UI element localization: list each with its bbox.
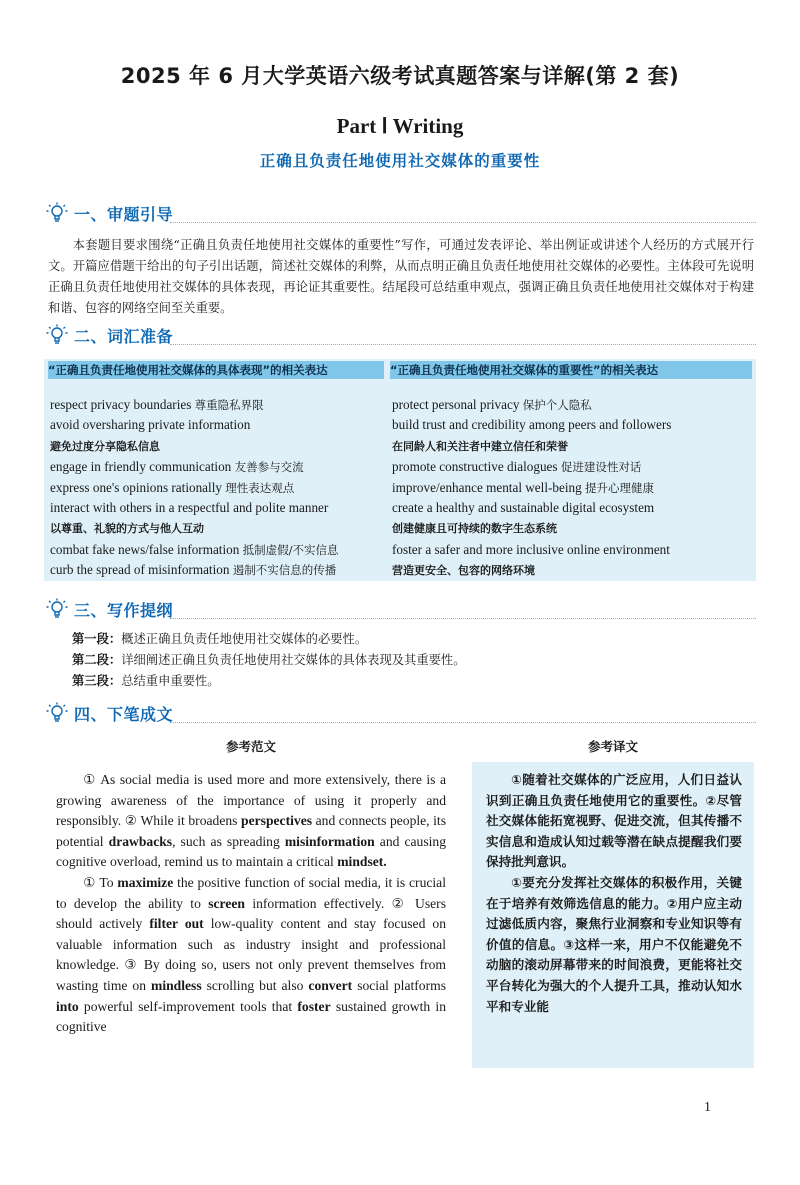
section-heading-guide [44, 200, 173, 226]
vocab-zh: 营造更安全、包容的网络环境 [392, 564, 535, 578]
vocab-en: avoid oversharing private information [50, 417, 251, 433]
essay-text: , such as spreading [172, 833, 285, 849]
document-title: 2025 年 6 月大学英语六级考试真题答案与详解(第 2 套) [120, 64, 680, 88]
key-word: maximize [117, 874, 174, 890]
vocab-zh: 提升心理健康 [584, 480, 654, 495]
essay-text: low-quality content and stay focused on valuable information such as industry insight and professional knowledge. ③ By doing so, users not only prevent themselves from wasting time on [56, 916, 447, 993]
vocab-item [50, 478, 339, 498]
vocab-item [392, 498, 671, 518]
outline-item [72, 629, 466, 650]
vocab-item [50, 540, 339, 560]
vocab-item [50, 395, 339, 415]
vocab-zh: 促进建设性对话 [560, 460, 642, 475]
essay-text: powerful self-improvement tools that [78, 998, 298, 1014]
vocab-zh: 在同龄人和关注者中建立信任和荣誉 [392, 439, 568, 453]
vocab-item [50, 436, 339, 457]
key-word: mindset. [337, 854, 387, 870]
section-divider [170, 722, 756, 723]
essay-heading: 参考范文 [225, 739, 276, 754]
section-divider [170, 344, 756, 345]
translation-paragraph: ①随着社交媒体的广泛应用，人们日益认识到正确且负责任地使用它的重要性。②尽管社交媒体能拓宽视野、促进交流，但其传播不实信息和造成认知过载等潜在缺点提醒我们要保持批判意识。 [486, 772, 742, 870]
vocab-en: foster a safer and more inclusive online environment [392, 541, 670, 557]
sample-essay [56, 770, 446, 1038]
vocab-header-left: “正确且负责任地使用社交媒体的具体表现”的相关表达 [48, 361, 384, 379]
essay-text: social platforms [352, 977, 446, 993]
vocab-en: express one's opinions rationally [50, 479, 222, 495]
outline-text: 详细阐述正确且负责任地使用社交媒体的具体表现及其重要性。 [121, 653, 466, 667]
essay-text: sustained growth in cognitive [56, 998, 446, 1035]
key-word: perspectives [241, 813, 313, 829]
outline-label: 第一段： [72, 632, 122, 646]
vocab-en: combat fake news/false information [50, 541, 240, 557]
vocab-en: promote constructive dialogues [392, 459, 558, 475]
vocab-en: create a healthy and sustainable digital ecosystem [392, 500, 655, 516]
vocab-list-right [392, 395, 671, 582]
vocab-en: respect privacy boundaries [50, 397, 192, 412]
outline-text: 总结重申重要性。 [121, 674, 220, 688]
key-word: filter out [149, 916, 204, 932]
vocab-en: improve/enhance mental well-being [392, 479, 582, 495]
guide-paragraph [48, 235, 754, 319]
vocab-item [392, 560, 671, 581]
outline-item [72, 671, 466, 692]
vocab-item [392, 457, 671, 477]
vocab-zh: 以尊重、礼貌的方式与他人互动 [50, 522, 204, 536]
topic-subtitle: 正确且负责任地使用社交媒体的重要性 [259, 152, 541, 170]
vocab-item [50, 518, 339, 539]
key-word: foster [297, 998, 331, 1014]
vocab-item [392, 518, 671, 539]
vocab-zh: 理性表达观点 [225, 480, 295, 495]
section-divider [170, 618, 756, 619]
vocab-item [392, 395, 671, 415]
translation-heading: 参考译文 [587, 739, 638, 754]
section-divider [170, 222, 756, 223]
vocab-item [392, 540, 671, 560]
essay-text: the positive function of social media, it is crucial to develop the ability to [56, 874, 446, 911]
essay-paragraph [56, 770, 446, 873]
vocab-zh: 遏制不实信息的传播 [232, 563, 337, 578]
vocab-zh: 创建健康且可持续的数字生态系统 [392, 522, 557, 536]
key-word: drawbacks [108, 833, 173, 849]
translation-text [486, 770, 742, 1017]
section-label: 四、下笔成文 [74, 704, 174, 724]
vocab-en: curb the spread of misinformation [50, 562, 230, 578]
page-number: 1 [704, 1100, 711, 1115]
vocab-zh: 友善参与交流 [234, 460, 304, 475]
vocab-en: interact with others in a respectful and polite manner [50, 500, 329, 516]
vocab-item [50, 498, 339, 518]
essay-text: scrolling but also [201, 977, 309, 993]
vocab-en: engage in friendly communication [50, 459, 232, 475]
vocab-zh: 保护个人隐私 [522, 398, 592, 412]
essay-text: ① As social media is used more and more extensively, there is a growing awareness of the importance of using it properly and responsibly. ② While it broadens [56, 772, 446, 829]
vocab-item [50, 415, 339, 435]
essay-text: ① To [83, 874, 118, 890]
part-title: Part Ⅰ Writing [336, 114, 464, 138]
section-heading-vocab [44, 322, 173, 348]
vocab-item [50, 457, 339, 477]
key-word: screen [208, 895, 245, 911]
vocab-item [50, 560, 339, 580]
outline-label: 第二段： [72, 653, 122, 667]
vocab-zh: 抵制虚假/不实信息 [242, 542, 339, 557]
section-heading-essay [44, 700, 173, 726]
lightbulb-icon [44, 700, 70, 726]
vocab-item [392, 415, 671, 435]
vocab-en: build trust and credibility among peers and followers [392, 417, 672, 433]
section-label: 二、词汇准备 [74, 326, 174, 346]
vocab-header-right: “正确且负责任地使用社交媒体的重要性”的相关表达 [390, 361, 752, 379]
key-word: mindless [151, 977, 202, 993]
vocab-item [392, 436, 671, 457]
section-label: 三、写作提纲 [74, 600, 174, 620]
translation-box [472, 762, 754, 1068]
essay-text: and connects people, its potential [56, 813, 446, 849]
section-label: 一、审题引导 [74, 204, 174, 224]
outline-text: 概述正确且负责任地使用社交媒体的必要性。 [121, 632, 368, 646]
vocab-box [44, 359, 756, 581]
lightbulb-icon [44, 596, 70, 622]
lightbulb-icon [44, 322, 70, 348]
lightbulb-icon [44, 200, 70, 226]
outline-label: 第三段： [72, 674, 122, 688]
key-word: into [56, 998, 79, 1014]
essay-text: information effectively. ② Users should actively [56, 895, 446, 932]
outline-list [72, 629, 466, 692]
translation-paragraph: ①要充分发挥社交媒体的积极作用，关键在于培养有效筛选信息的能力。②用户应主动过滤低质内容，聚焦行业洞察和专业知识等有价值的信息。③这样一来，用户不仅能避免不动脑的滚动屏幕带来的时间浪费，更能将社交平台转化为强大的个人提升工具，推动认知水平和专业能 [486, 874, 742, 1014]
vocab-zh: 避免过度分享隐私信息 [50, 439, 160, 453]
key-word: misinformation [284, 833, 375, 849]
key-word: convert [308, 977, 353, 993]
section-heading-outline [44, 596, 173, 622]
guide-text: 本套题目要求围绕“正确且负责任地使用社交媒体的重要性”写作，可通过发表评论、举出例证或讲述个人经历的方式展开行文。开篇应借题干给出的句子引出话题，简述社交媒体的利弊，从而点明正确且负责任地使用社交媒体的必要性。主体段可先说明正确且负责任地使用社交媒体的具体表现，再论证其重要性。结尾段可总结重申观点，强调正确且负责任地使用社交媒体对于构建和谐、包容的网络空间至关重要。 [48, 238, 754, 315]
essay-paragraph [56, 873, 446, 1038]
vocab-en: protect personal privacy [392, 397, 520, 412]
vocab-item [392, 478, 671, 498]
vocab-list-left [50, 395, 339, 581]
vocab-zh: 尊重隐私界限 [194, 398, 264, 412]
essay-text: and causing cognitive overload, remind us to maintain a critical [56, 833, 446, 870]
outline-item [72, 650, 466, 671]
